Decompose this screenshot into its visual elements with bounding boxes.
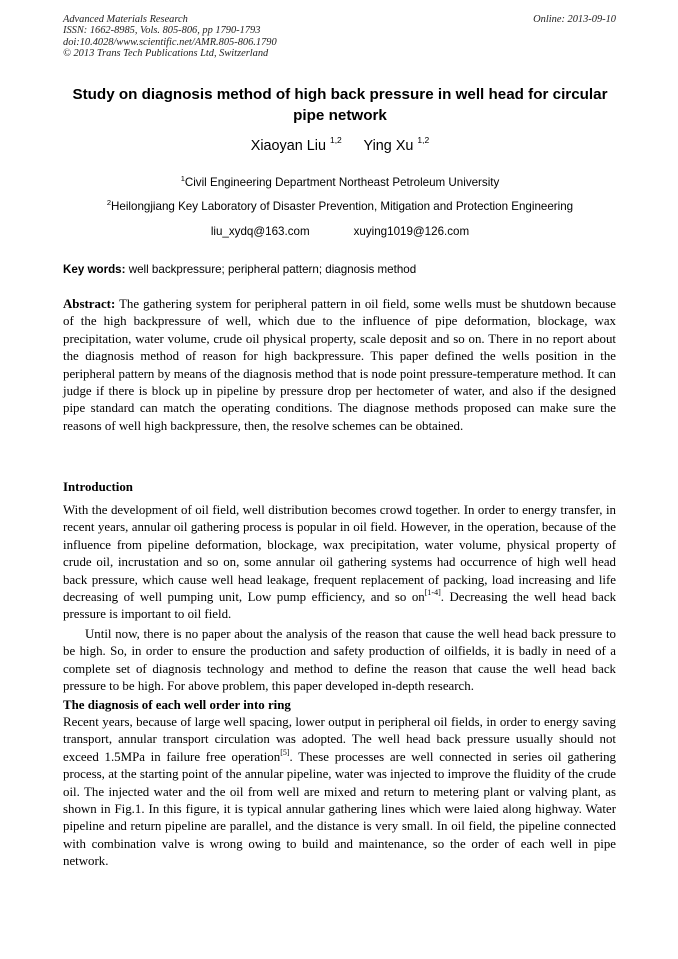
abstract-text: The gathering system for peripheral pattern in oil field, some wells must be shutdown because of the high backpressure of well, which due to the influence of pipe deformation, blockage, wax precipitation, water volume, crude oil physical property, scale deposit and so on. There in no report about the diagnosis method of reason for high backpressure. This paper defined the wells position in the peripheral pattern by means of the diagnosis method that is node point pressure-temperature method. It can judge if there is block up in pipeline by pressure drop per hectometer of water, and also if the designed pipe standard can match the operating conditions. The diagnose methods proposed can make sure the reasons of well high backpressure, then, the resolve schemes can be obtained. bbox=[63, 297, 616, 433]
journal-name: Advanced Materials Research bbox=[63, 14, 188, 25]
author-affiliation-mark: 1,2 bbox=[329, 135, 342, 145]
keywords bbox=[63, 263, 416, 277]
author-emails bbox=[70, 225, 610, 239]
body-paragraph bbox=[63, 502, 616, 624]
issn-line: ISSN: 1662-8985, Vols. 805-806, pp 1790-1793 bbox=[63, 25, 261, 37]
paragraph-text: . These processes are well connected in series oil gathering process, at the starting point of the annular pipeline, water was injected to improve the fluidity of the crude oil. The injected water and the oil from well are mixed and return to metering plant or valving plant, as shown in Fig.1. In this figure, it is typical annular gathering lines which were laied along highway. Water pipeline and return pipeline are parallel, and the distance is very small. In oil field, the pipeline connected with combination valve is wrong owing to build and maintenance, so the order of each well in pipe network. bbox=[63, 749, 616, 869]
paragraph-text: With the development of oil field, well distribution becomes crowd together. In order to energy transfer, in recent years, annular oil gathering process is popular in oil field. However, in the operation, because of the influence from pipeline deformation, blockage, wax precipitation, water volume, physical property of crude oil, incrustation and so on, some annular oil gathering systems had occurrence of high well head back pressure, which cause well head leakage, frequent replacement of packing, load increasing and life decreasing of well pumping unit, Low pump efficiency, and so on bbox=[63, 503, 616, 605]
author-name: Xiaoyan Liu bbox=[250, 138, 326, 154]
keywords-label: Key words: bbox=[63, 263, 126, 276]
abstract-label: Abstract: bbox=[63, 297, 116, 311]
copyright-line: © 2013 Trans Tech Publications Ltd, Switzerland bbox=[63, 48, 269, 60]
paragraph-text: Recent years, because of large well spacing, lower output in peripheral oil fields, in order to energy saving transport, annular transport circulation was adopted. The well head back pressure usually should not exceed 1.5MPa in failure free operation bbox=[63, 715, 616, 764]
online-date: Online: 2013-09-10 bbox=[533, 14, 616, 25]
body-paragraph: Until now, there is no paper about the analysis of the reason that cause the well head back pressure to be high. So, in order to ensure the production and safety production of oilfields, it is badly in need of a complete set of diagnosis technology and method to define the reason that cause the well head back pressure to be high. For above problem, this paper developed in-depth research. bbox=[63, 627, 616, 694]
author-affiliation-mark: 1,2 bbox=[417, 135, 430, 145]
section-heading: The diagnosis of each well order into ring bbox=[63, 698, 291, 712]
abstract bbox=[63, 296, 616, 435]
body-paragraph bbox=[63, 714, 616, 871]
affiliation-mark: 1 bbox=[180, 174, 185, 183]
author-list bbox=[70, 137, 610, 155]
paper-title: Study on diagnosis method of high back pressure in well head for circular pipe network bbox=[72, 86, 608, 124]
email-link[interactable]: xuying1019@126.com bbox=[353, 225, 470, 238]
citation[interactable]: [1-4] bbox=[424, 588, 441, 598]
doi-line: doi:10.4028/www.scientific.net/AMR.805-806.1790 bbox=[63, 36, 277, 48]
email-link[interactable]: liu_xydq@163.com bbox=[210, 225, 310, 238]
affiliation-mark: 2 bbox=[106, 198, 112, 207]
affiliation-text: Civil Engineering Department Northeast Petroleum University bbox=[184, 176, 500, 189]
affiliation bbox=[40, 176, 640, 190]
affiliation bbox=[40, 200, 640, 214]
section-heading: Introduction bbox=[63, 480, 133, 494]
citation[interactable]: [5] bbox=[280, 747, 290, 757]
affiliation-text: Heilongjiang Key Laboratory of Disaster Prevention, Mitigation and Protection Engineering bbox=[111, 200, 574, 213]
keywords-text: well backpressure; peripheral pattern; diagnosis method bbox=[128, 263, 417, 276]
paragraph-text: . Decreasing the well head back pressure is important to oil field. bbox=[63, 590, 617, 622]
author-name: Ying Xu bbox=[363, 138, 414, 154]
journal-header bbox=[63, 14, 277, 60]
